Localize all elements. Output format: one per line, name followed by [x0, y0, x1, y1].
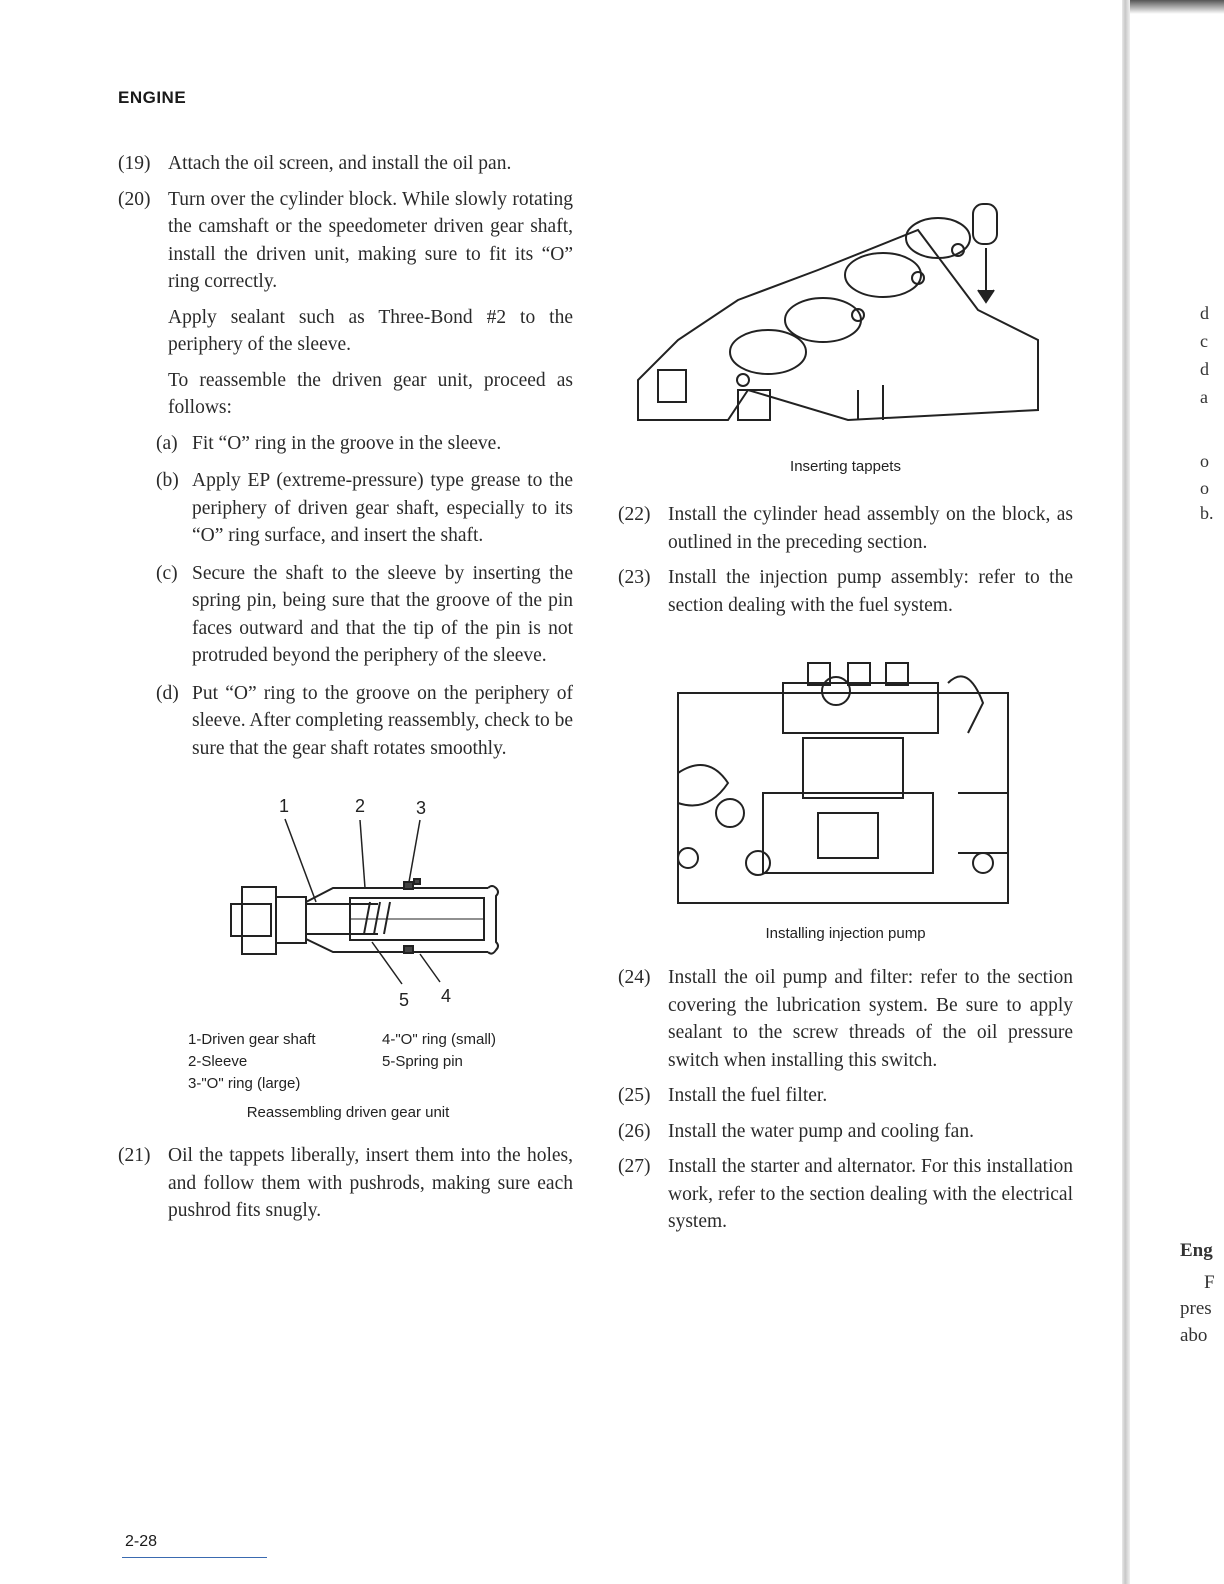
step-number: (20): [118, 188, 151, 210]
substep-text: Apply EP (extreme-pressure) type grease to the periphery of driven gear shaft, especially to its “O” ring surface, and insert the shaft.: [192, 470, 573, 546]
step-number: (27): [618, 1156, 651, 1177]
step-25: [618, 1082, 1073, 1110]
step-24: [618, 964, 1073, 1074]
step-27: [618, 1153, 1073, 1236]
substep-letter: (d): [156, 682, 179, 704]
figure-caption: Reassembling driven gear unit: [246, 1104, 450, 1121]
callout-3: 3: [416, 798, 427, 818]
figure-caption: Installing injection pump: [765, 925, 926, 942]
step-21: [118, 1142, 573, 1225]
step-22: [618, 501, 1073, 556]
injection-pump-illustration: [618, 653, 1073, 908]
step-number: (25): [618, 1085, 651, 1106]
step-number: (22): [618, 504, 651, 525]
step-text: Install the fuel filter.: [668, 1085, 828, 1106]
legend-item: 1-Driven gear shaft: [188, 1031, 316, 1048]
substep-c: [118, 560, 573, 670]
adjacent-page-edge: [1130, 0, 1224, 1584]
step-number: (26): [618, 1120, 651, 1142]
legend-item: 2-Sleeve: [188, 1053, 248, 1070]
callout-4: 4: [441, 986, 452, 1006]
edge-letter: o: [1200, 478, 1209, 498]
substep-text: Put “O” ring to the groove on the periphery of sleeve. After completing reassembly, check to be sure that the gear shaft rotates smoothly.: [192, 682, 574, 759]
bottom-rule: [122, 1557, 267, 1558]
edge-letter: b.: [1200, 503, 1214, 523]
substep-letter: (c): [156, 562, 178, 584]
figure-caption: Inserting tappets: [790, 458, 901, 475]
substep-a: [118, 430, 573, 458]
step-number: (24): [618, 967, 651, 988]
step-text: Oil the tappets liberally, insert them into the holes, and follow them with pushrods, making sure each pushrod fits snugly.: [168, 1145, 573, 1221]
substep-letter: (b): [156, 470, 179, 491]
right-column: [618, 150, 1073, 1244]
legend-item: 5-Spring pin: [382, 1053, 463, 1070]
edge-letter: a: [1200, 387, 1208, 407]
substep-d: [118, 680, 573, 763]
step-text: Install the cylinder head assembly on the block, as outlined in the preceding section.: [668, 504, 1073, 553]
step-23: [618, 564, 1073, 619]
edge-letter: d: [1200, 359, 1209, 379]
step-text: Install the water pump and cooling fan.: [668, 1120, 974, 1142]
step-20-sealant-note: Apply sealant such as Three-Bond #2 to the periphery of the sleeve.: [168, 306, 573, 355]
edge-letter: o: [1200, 451, 1209, 471]
substep-letter: (a): [156, 432, 178, 454]
step-text: Install the starter and alternator. For this installation work, refer to the section dealing with the electrical system.: [668, 1156, 1073, 1232]
driven-gear-figure: [118, 784, 573, 1121]
edge-fragment: F: [1204, 1272, 1215, 1293]
page-binding-shadow: [1122, 0, 1130, 1584]
legend-item: 4-"O" ring (small): [382, 1031, 496, 1048]
callout-2: 2: [355, 796, 366, 816]
step-number: (21): [118, 1145, 151, 1166]
substep-text: Secure the shaft to the sleeve by inserting the spring pin, being sure that the groove of the pin faces outward and that the tip of the pin is not protruded beyond the periphery of the sleeve.: [192, 562, 573, 666]
step-number: (19): [118, 153, 151, 174]
tappets-figure: [618, 150, 1073, 475]
step-text: Install the oil pump and filter: refer to the section covering the lubrication system. Be sure to apply sealant to the screw threads of the oil pressure switch when installing this switch.: [668, 967, 1073, 1071]
section-header: ENGINE: [118, 88, 187, 107]
step-20: [118, 186, 573, 296]
edge-letter: d: [1200, 303, 1209, 323]
edge-letter: c: [1200, 331, 1208, 351]
edge-fragment: abo: [1180, 1325, 1208, 1346]
step-text: Turn over the cylinder block. While slowly rotating the camshaft or the speedometer driven gear shaft, install the driven unit, making sure to fit its “O” ring correctly.: [168, 188, 573, 292]
substep-text: Fit “O” ring in the groove in the sleeve.: [192, 432, 502, 454]
substep-b: [118, 467, 573, 550]
step-20-procedure-intro: To reassemble the driven gear unit, proceed as follows:: [168, 369, 573, 418]
step-number: (23): [618, 567, 651, 588]
step-text: Install the injection pump assembly: refer to the section dealing with the fuel system.: [668, 567, 1073, 616]
legend-item: 3-"O" ring (large): [188, 1075, 301, 1092]
callout-1: 1: [279, 796, 290, 816]
step-19: [118, 150, 573, 178]
figure-legend: [188, 1029, 568, 1095]
step-26: [618, 1118, 1073, 1146]
step-text: Attach the oil screen, and install the oil pan.: [168, 153, 512, 174]
tappets-illustration: [618, 190, 1073, 480]
left-column: [118, 150, 573, 1233]
edge-fragment: pres: [1180, 1298, 1212, 1319]
page-number: 2-28: [125, 1533, 158, 1550]
callout-5: 5: [399, 990, 410, 1010]
edge-fragment: Eng: [1180, 1240, 1213, 1261]
injection-pump-figure: [618, 653, 1073, 958]
driven-gear-diagram: [118, 784, 573, 1010]
